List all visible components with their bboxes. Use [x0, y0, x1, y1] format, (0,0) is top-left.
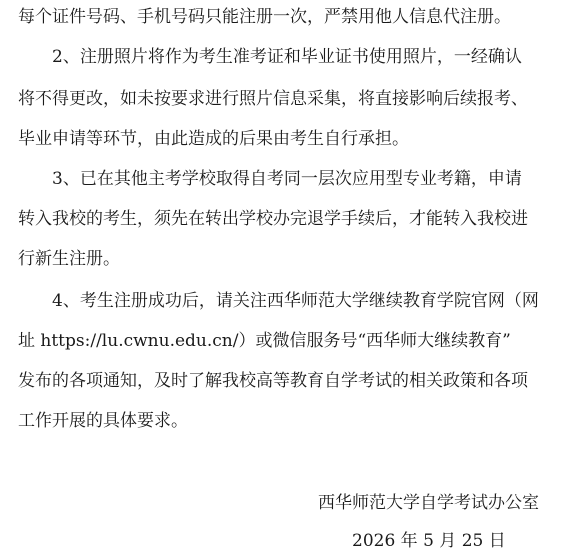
- notice-item-2-line-3: 毕业申请等环节，由此造成的后果由考生自行承担。: [18, 129, 409, 149]
- notice-item-3-line-1: 3、已在其他主考学校取得自考同一层次应用型专业考籍，申请: [52, 169, 522, 189]
- notice-item-2-line-2: 将不得更改，如未按要求进行照片信息采集，将直接影响后续报考、: [18, 89, 528, 109]
- notice-item-4-line-3: 发布的各项通知，及时了解我校高等教育自学考试的相关政策和各项: [18, 371, 528, 391]
- notice-item-3-line-2: 转入我校的考生，须先在转出学校办完退学手续后，才能转入我校进: [18, 209, 528, 229]
- notice-item-4-line-4: 工作开展的具体要求。: [18, 411, 188, 431]
- notice-item-4-line-1: 4、考生注册成功后，请关注西华师范大学继续教育学院官网（网: [52, 291, 539, 311]
- signature-date: 2026 年 5 月 25 日: [352, 531, 506, 551]
- notice-item-3-line-3: 行新生注册。: [18, 249, 120, 269]
- notice-item-4-line-2: 址 https://lu.cwnu.edu.cn/）或微信服务号“西华师大继续教育”: [18, 331, 511, 351]
- notice-item-2-line-1: 2、注册照片将作为考生准考证和毕业证书使用照片，一经确认: [52, 47, 522, 67]
- signature-office: 西华师范大学自学考试办公室: [318, 493, 539, 513]
- notice-line-1: 每个证件号码、手机号码只能注册一次，严禁用他人信息代注册。: [18, 7, 511, 27]
